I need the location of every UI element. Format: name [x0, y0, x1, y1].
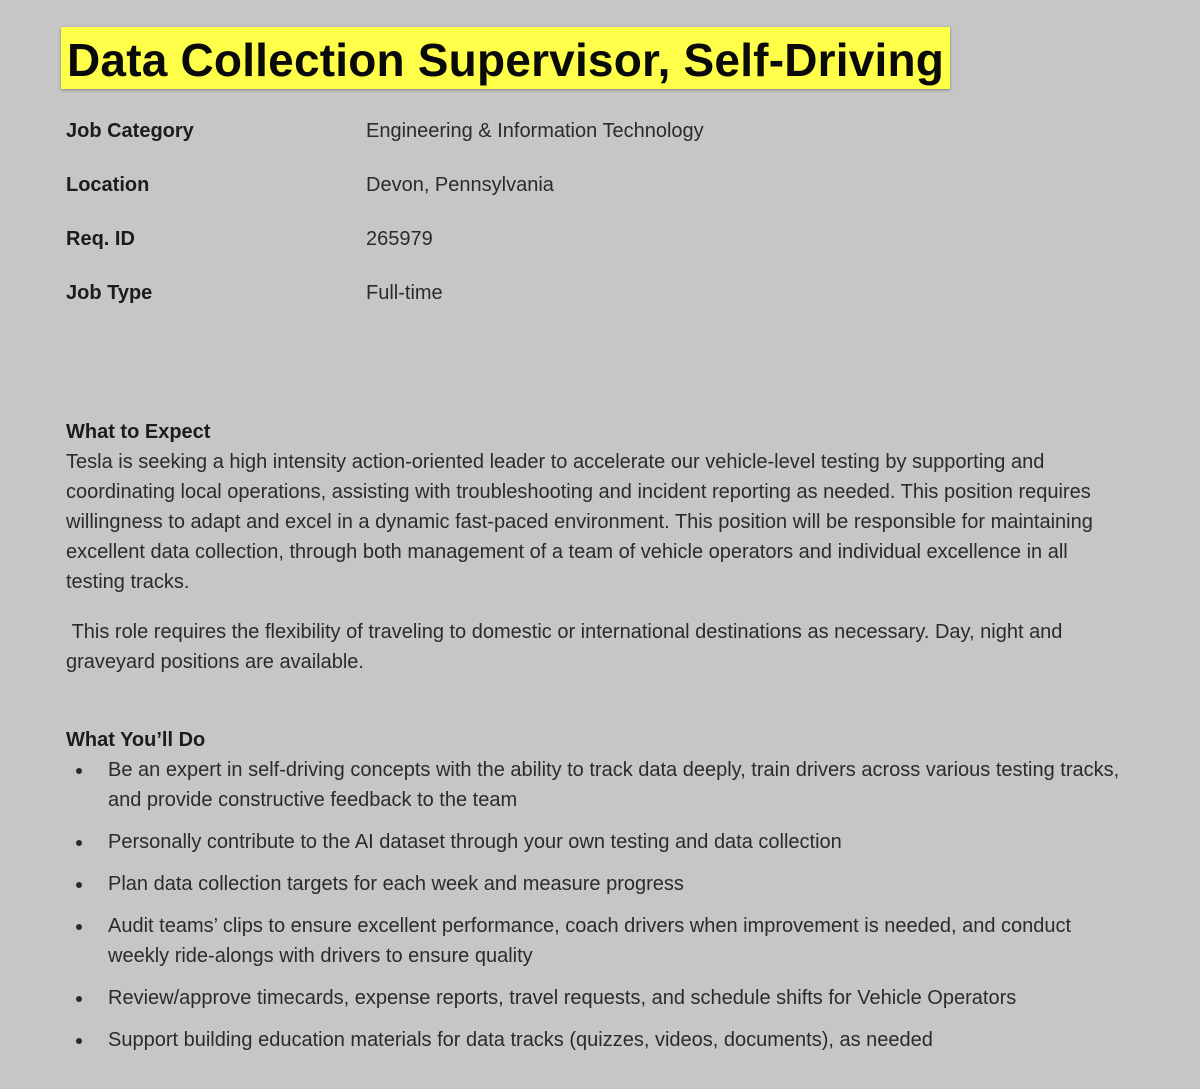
- bullet-icon: [76, 882, 82, 888]
- list-item-text: Support building education materials for data tracks (quizzes, videos, documents), as needed: [108, 1029, 933, 1051]
- bullet-icon: [76, 1038, 82, 1044]
- list-item-text: Personally contribute to the AI dataset through your own testing and data collection: [108, 831, 842, 853]
- list-item-text: Audit teams’ clips to ensure excellent performance, coach drivers when improvement is needed, and conduct weekly ride-alongs with drivers to ensure quality: [108, 915, 1072, 967]
- bullet-icon: [76, 924, 82, 930]
- list-item: [66, 911, 1126, 971]
- responsibilities-list: [66, 755, 1126, 1055]
- list-item: [66, 983, 1126, 1013]
- meta-row-category: [66, 115, 966, 169]
- bullet-icon: [76, 840, 82, 846]
- meta-label: Job Type: [66, 282, 153, 304]
- job-meta-table: [66, 115, 966, 331]
- expect-paragraph: This role requires the flexibility of traveling to domestic or international destinations as necessary. Day, night and graveyard positions are available.: [66, 621, 1068, 673]
- meta-label: Job Category: [66, 120, 194, 142]
- list-item-text: Review/approve timecards, expense reports, travel requests, and schedule shifts for Vehicle Operators: [108, 987, 1017, 1009]
- list-item: [66, 869, 1126, 899]
- list-item-text: Be an expert in self-driving concepts with the ability to track data deeply, train drivers across various testing tracks, and provide constructive feedback to the team: [108, 759, 1120, 811]
- meta-row-location: [66, 169, 966, 223]
- section-heading: What You’ll Do: [66, 729, 206, 751]
- list-item: [66, 755, 1126, 815]
- meta-row-job-type: [66, 277, 966, 331]
- meta-row-req-id: [66, 223, 966, 277]
- meta-label: Location: [66, 174, 150, 196]
- what-youll-do-section: [66, 725, 1126, 1067]
- bullet-icon: [76, 996, 82, 1002]
- expect-paragraph: Tesla is seeking a high intensity action-oriented leader to accelerate our vehicle-level testing by supporting and coordinating local operations, assisting with troubleshooting and incident reporting as needed. This position requires willingness to adapt and excel in a dynamic fast-paced environment. This position will be responsible for maintaining excellent data collection, through both management of a team of vehicle operators and individual excellence in all testing tracks.: [66, 451, 1093, 593]
- what-to-expect-section: [66, 417, 1126, 677]
- meta-value: Full-time: [366, 282, 443, 304]
- meta-value: 265979: [366, 228, 433, 250]
- meta-label: Req. ID: [66, 228, 135, 250]
- title-highlight: [61, 27, 950, 89]
- meta-value: Engineering & Information Technology: [366, 120, 704, 142]
- list-item: [66, 827, 1126, 857]
- list-item-text: Plan data collection targets for each week and measure progress: [108, 873, 684, 895]
- meta-value: Devon, Pennsylvania: [366, 174, 554, 196]
- bullet-icon: [76, 768, 82, 774]
- job-title: Data Collection Supervisor, Self-Driving: [67, 34, 945, 86]
- list-item: [66, 1025, 1126, 1055]
- section-heading: What to Expect: [66, 421, 211, 443]
